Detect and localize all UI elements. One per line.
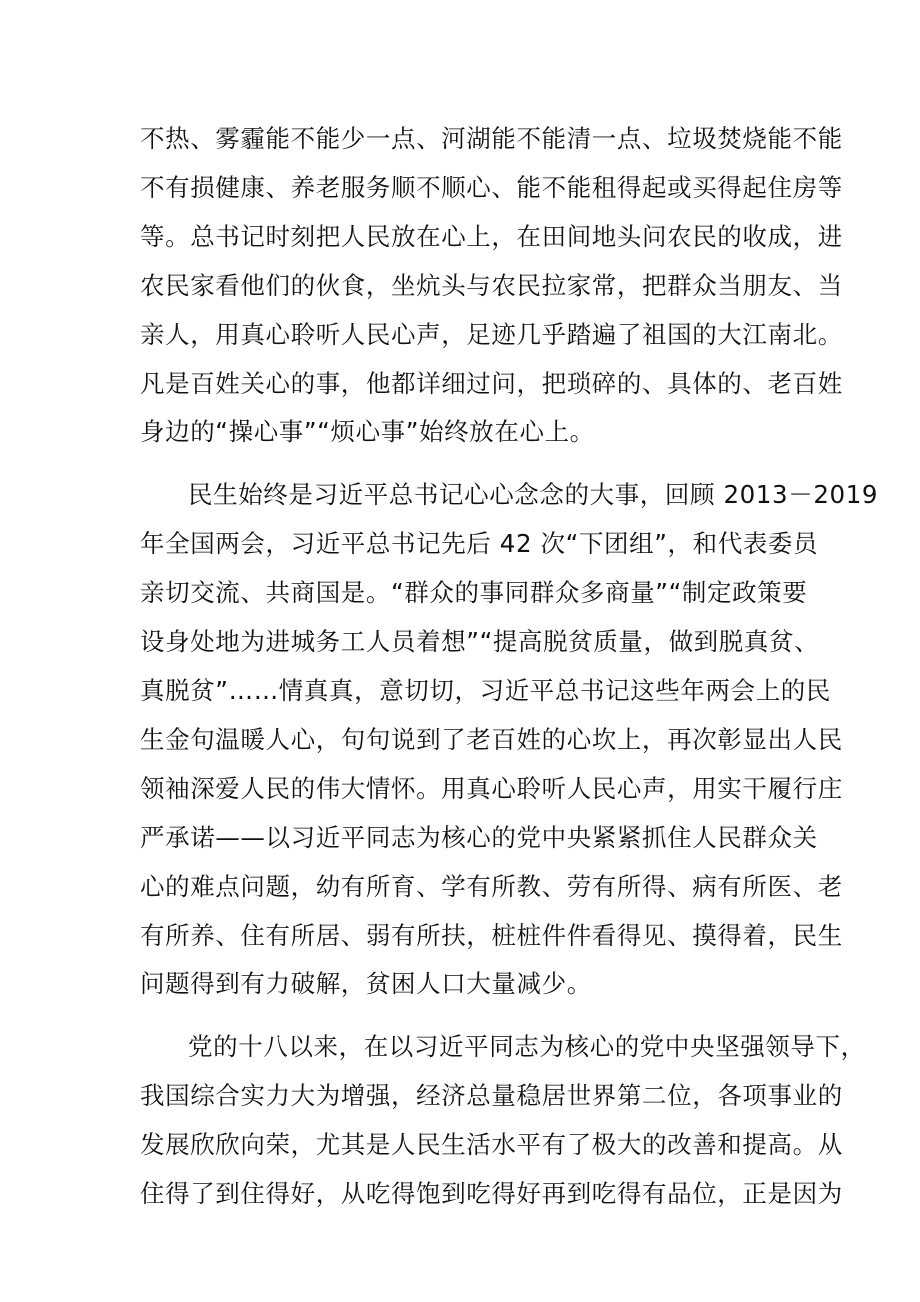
paragraph-line: 领袖深爱人民的伟大情怀。用真心聆听人民心声，用实干履行庄 <box>140 773 843 803</box>
paragraph-line: 严承诺——以习近平同志为核心的党中央紧紧抓住人民群众关 <box>140 822 818 852</box>
paragraph-line: 不有损健康、养老服务顺不顺心、能不能租得起或买得起住房等 <box>140 172 843 202</box>
paragraph-line: 等。总书记时刻把人民放在心上，在田间地头问农民的收成，进 <box>140 221 843 251</box>
paragraph-line: 农民家看他们的伙食，坐炕头与农民拉家常，把群众当朋友、当 <box>140 270 843 300</box>
paragraph-line: 住得了到住得好，从吃得饱到吃得好再到吃得有品位，正是因为 <box>140 1179 843 1209</box>
paragraph-line: 真脱贫”……情真真，意切切，习近平总书记这些年两会上的民 <box>140 675 831 705</box>
paragraph-line: 不热、雾霾能不能少一点、河湖能不能清一点、垃圾焚烧能不能 <box>140 124 843 153</box>
paragraph-line: 心的难点问题，幼有所育、学有所教、劳有所得、病有所医、老 <box>140 871 843 901</box>
paragraph-1 <box>140 115 843 457</box>
paragraph-line: 我国综合实力大为增强，经济总量稳居世界第二位，各项事业的 <box>140 1081 843 1111</box>
paragraph-3 <box>140 1023 866 1219</box>
paragraph-line: 设身处地为进城务工人员着想”“提高脱贫质量，做到脱真贫、 <box>140 627 820 657</box>
paragraph-line: 有所养、住有所居、弱有所扶，桩桩件件看得见、摸得着，民生 <box>140 920 843 950</box>
paragraph-line: 年全国两会，习近平总书记先后 42 次“下团组”，和代表委员 <box>140 529 819 559</box>
paragraph-line: 凡是百姓关心的事，他都详细过问，把琐碎的、具体的、老百姓 <box>140 368 843 398</box>
paragraph-line: 发展欣欣向荣，尤其是人民生活水平有了极大的改善和提高。从 <box>140 1130 843 1160</box>
paragraph-line: 生金句温暖人心，句句说到了老百姓的心坎上，再次彰显出人民 <box>140 724 843 754</box>
paragraph-line: 党的十八以来，在以习近平同志为核心的党中央坚强领导下， <box>188 1032 866 1062</box>
paragraph-spacer <box>140 457 790 471</box>
paragraph-line: 身边的“操心事”“烦心事”始终放在心上。 <box>140 417 595 447</box>
paragraph-spacer <box>140 1009 790 1023</box>
document-body <box>140 115 879 1219</box>
paragraph-line: 亲切交流、共商国是。“群众的事同群众多商量”“制定政策要 <box>140 578 808 608</box>
paragraph-line: 问题得到有力破解，贫困人口大量减少。 <box>140 969 592 999</box>
paragraph-2 <box>140 471 879 1009</box>
paragraph-line: 亲人，用真心聆听人民心声，足迹几乎踏遍了祖国的大江南北。 <box>140 319 843 349</box>
paragraph-line: 民生始终是习近平总书记心心念念的大事，回顾 2013－2019 <box>188 480 879 510</box>
